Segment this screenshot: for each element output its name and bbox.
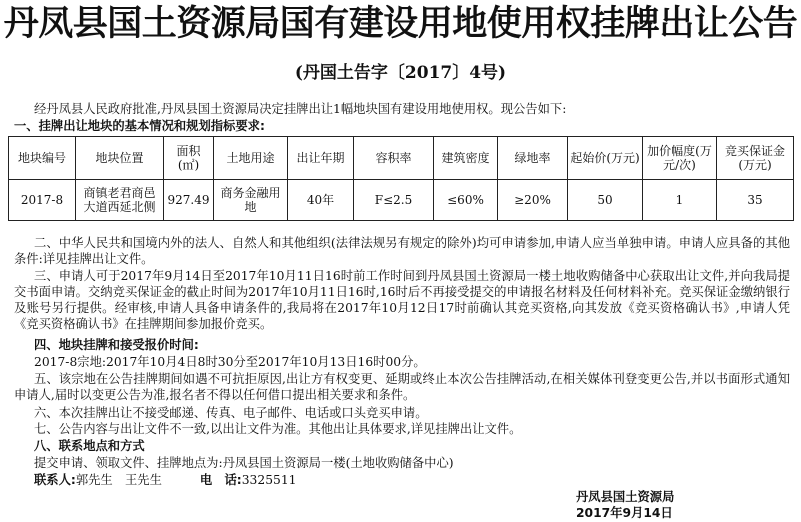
header-green-ratio: 绿地率 <box>498 137 568 180</box>
contact-names: 郭先生 王先生 <box>75 473 162 487</box>
signature-date: 2017年9月14日 <box>576 506 673 520</box>
header-plot-ratio: 容积率 <box>354 137 434 180</box>
cell-plot-ratio: F≤2.5 <box>354 180 434 221</box>
section5-paragraph: 五、该宗地在公告挂牌期间如遇不可抗拒原因,出让方有权变更、延期或终止本次公告挂牌活动,在相关媒体刊登变更公告,并以书面形式通知申请人,届时以变更公告为准,报名者不得以任何借口提出相关要求和条件。 <box>14 372 790 402</box>
section3-paragraph: 三、申请人可于2017年9月14日至2017年10月11日16时前工作时间到丹凤县国土资源局一楼土地收购储备中心获取出让文件,并向我局提交书面申请。交纳竞买保证金的截止时间为2017年10月11日16时,16时后不再接受提交的申请报名材料及任何材料补充。竞买保证金缴纳银行及账号另行提供。经审核,申请人具备申请条件的,我局将在2017年10月12日17时前确认其竞买资格,向其发放《竞买资格确认书》,申请人凭《竞买资格确认书》在挂牌期间参加报价竞买。 <box>14 269 790 331</box>
header-land-use: 土地用途 <box>214 137 288 180</box>
section8-text: 提交申请、领取文件、挂牌地点为:丹凤县国土资源局一楼(土地收购储备中心) <box>34 456 454 470</box>
notice-title: 丹凤县国土资源局国有建设用地使用权挂牌出让公告 <box>3 4 798 44</box>
phone-number: 3325511 <box>241 473 297 487</box>
header-deposit: 竞买保证金(万元) <box>717 137 794 180</box>
cell-area: 927.49 <box>164 180 214 221</box>
cell-term: 40年 <box>288 180 354 221</box>
cell-building-density: ≤60% <box>434 180 498 221</box>
header-location: 地块位置 <box>76 137 164 180</box>
section6-paragraph: 六、本次挂牌出让不接受邮递、传真、电子邮件、电话或口头竞买申请。 <box>34 406 428 420</box>
parcel-info-table <box>8 136 794 221</box>
table-row <box>9 180 794 221</box>
cell-starting-price: 50 <box>568 180 643 221</box>
header-area: 面积(㎡) <box>164 137 214 180</box>
signature-org: 丹凤县国土资源局 <box>576 490 675 504</box>
intro-paragraph: 经丹凤县人民政府批准,丹凤县国土资源局决定挂牌出让1幅地块国有建设用地使用权。现公告如下: <box>34 102 567 116</box>
section4-heading: 四、地块挂牌和接受报价时间: <box>34 338 199 352</box>
section7-paragraph: 七、公告内容与出让文件不一致,以出让文件为准。其他出让具体要求,详见挂牌出让文件。 <box>34 422 522 436</box>
header-starting-price: 起始价(万元) <box>568 137 643 180</box>
contact-line <box>14 472 790 488</box>
header-term: 出让年期 <box>288 137 354 180</box>
header-increment: 加价幅度(万元/次) <box>643 137 717 180</box>
cell-deposit: 35 <box>717 180 794 221</box>
notice-subtitle: (丹国土告字〔2017〕4号) <box>294 63 507 83</box>
phone-label: 电 话: <box>199 473 242 487</box>
table-header-row <box>9 137 794 180</box>
cell-increment: 1 <box>643 180 717 221</box>
header-parcel-id: 地块编号 <box>9 137 76 180</box>
section4-text: 2017-8宗地:2017年10月4日8时30分至2017年10月13日16时00分。 <box>34 355 426 369</box>
section8-heading: 八、联系地点和方式 <box>34 439 145 453</box>
cell-green-ratio: ≥20% <box>498 180 568 221</box>
cell-parcel-id: 2017-8 <box>9 180 76 221</box>
section2-paragraph: 二、中华人民共和国境内外的法人、自然人和其他组织(法律法规另有规定的除外)均可申请参加,申请人应当单独申请。申请人应具备的其他条件:详见挂牌出让文件。 <box>14 236 790 266</box>
contact-label: 联系人: <box>34 473 76 487</box>
cell-location: 商镇老君商邑大道西延北侧 <box>76 180 164 221</box>
header-building-density: 建筑密度 <box>434 137 498 180</box>
cell-land-use: 商务金融用地 <box>214 180 288 221</box>
section1-heading: 一、挂牌出让地块的基本情况和规划指标要求: <box>14 119 265 133</box>
